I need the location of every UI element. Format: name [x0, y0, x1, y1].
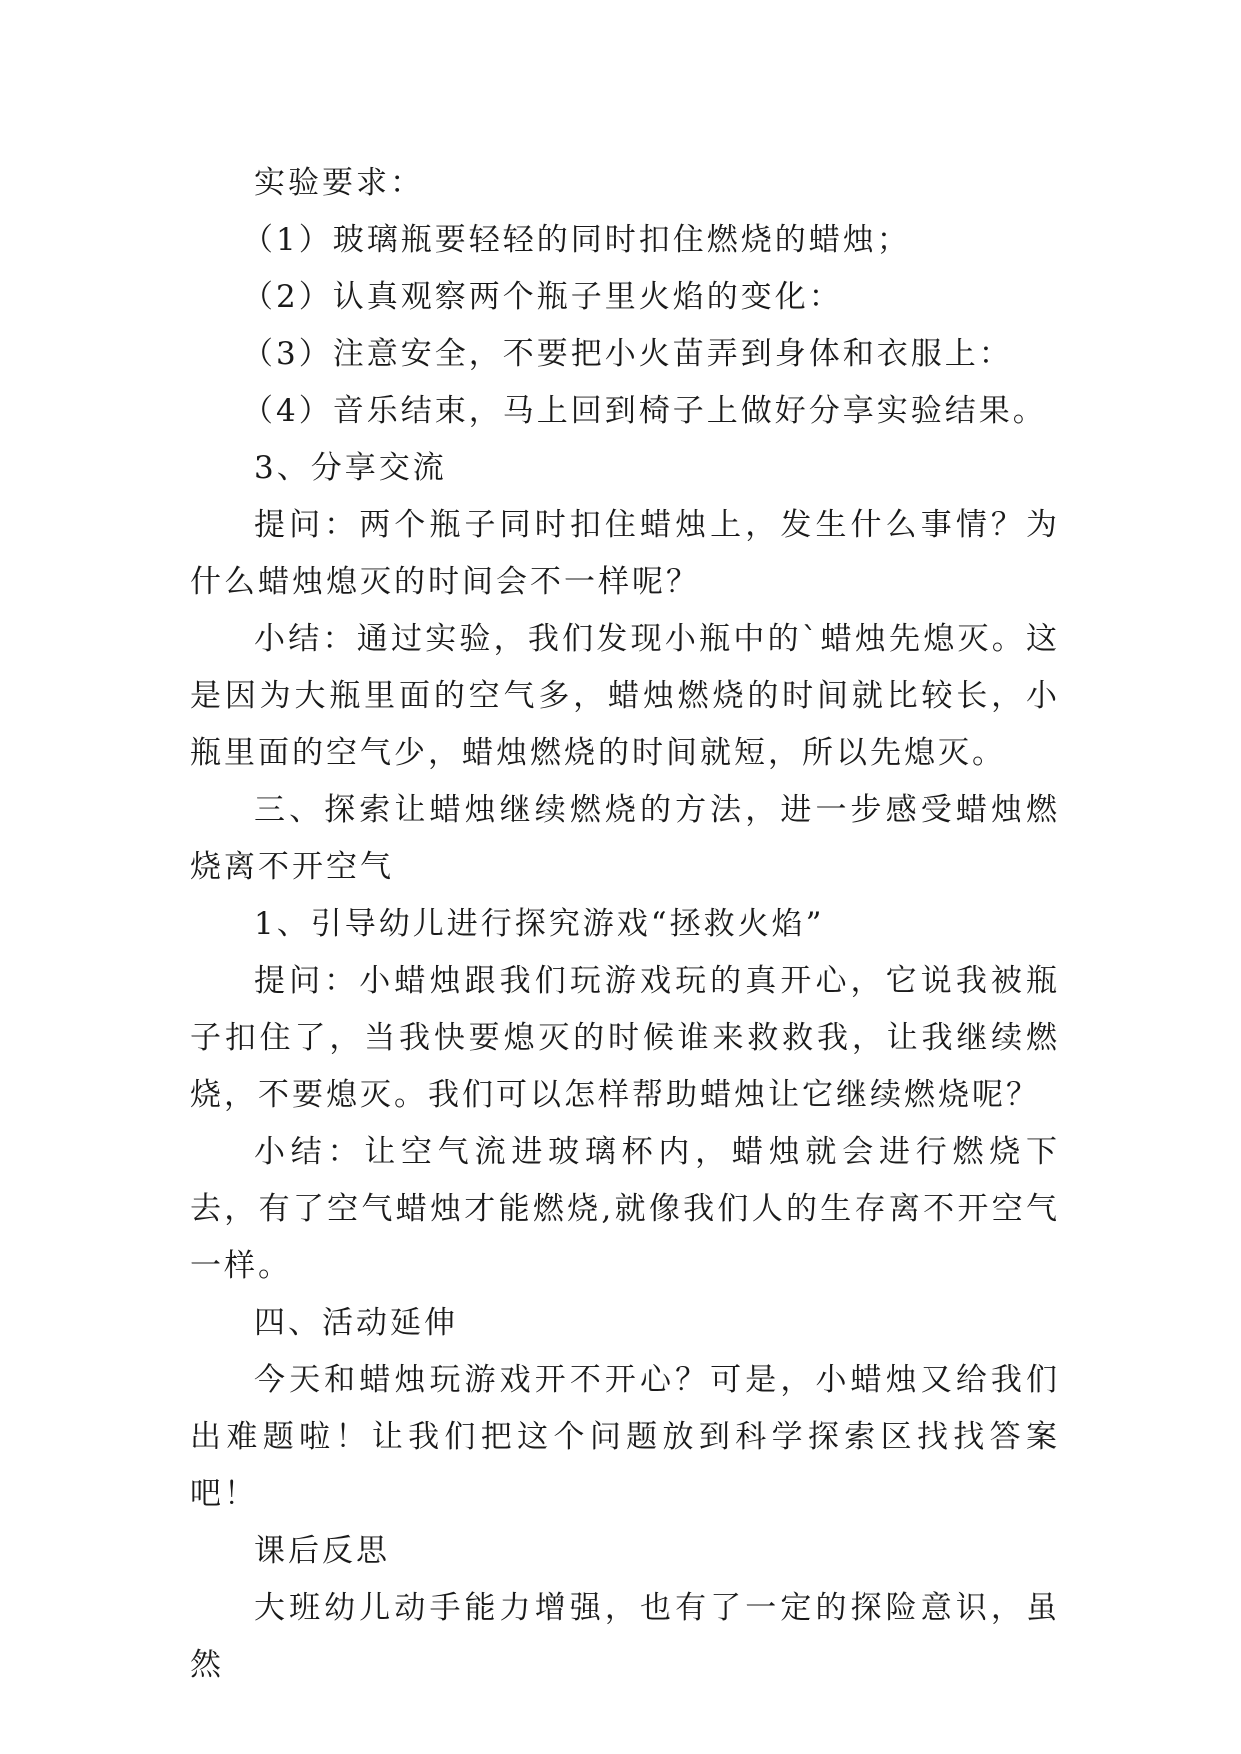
paragraph: 提问：小蜡烛跟我们玩游戏玩的真开心，它说我被瓶子扣住了，当我快要熄灭的时候谁来救救我，让我继续燃烧，不要熄灭。我们可以怎样帮助蜡烛让它继续燃烧呢？: [190, 963, 1060, 1113]
paragraph: 今天和蜡烛玩游戏开不开心？可是，小蜡烛又给我们出难题啦！让我们把这个问题放到科学探索区找找答案吧！: [190, 1362, 1060, 1512]
section-heading: 课后反思: [254, 1533, 390, 1569]
list-item: （3）注意安全，不要把小火苗弄到身体和衣服上：: [242, 336, 1013, 372]
paragraph: 大班幼儿动手能力增强，也有了一定的探险意识，虽然: [190, 1590, 1060, 1683]
paragraph: 提问：两个瓶子同时扣住蜡烛上，发生什么事情？为什么蜡烛熄灭的时间会不一样呢？: [190, 507, 1060, 600]
section-heading: 四、活动延伸: [254, 1305, 458, 1341]
document-body: [190, 155, 1060, 1694]
section-heading: 三、探索让蜡烛继续燃烧的方法，进一步感受蜡烛燃烧离不开空气: [190, 792, 1060, 885]
paragraph: 小结：让空气流进玻璃杯内，蜡烛就会进行燃烧下去，有了空气蜡烛才能燃烧,就像我们人的生存离不开空气一样。: [190, 1134, 1060, 1284]
paragraph: 小结：通过实验，我们发现小瓶中的`蜡烛先熄灭。这是因为大瓶里面的空气多，蜡烛燃烧的时间就比较长，小瓶里面的空气少，蜡烛燃烧的时间就短，所以先熄灭。: [190, 621, 1060, 771]
list-item: （2）认真观察两个瓶子里火焰的变化：: [242, 279, 843, 315]
list-item: （4）音乐结束，马上回到椅子上做好分享实验结果。: [242, 393, 1047, 429]
list-item: （1）玻璃瓶要轻轻的同时扣住燃烧的蜡烛；: [242, 222, 911, 258]
paragraph: 实验要求：: [254, 165, 424, 201]
section-heading: 3、分享交流: [254, 450, 447, 486]
section-heading: 1、引导幼儿进行探究游戏“拯救火焰”: [254, 906, 825, 942]
